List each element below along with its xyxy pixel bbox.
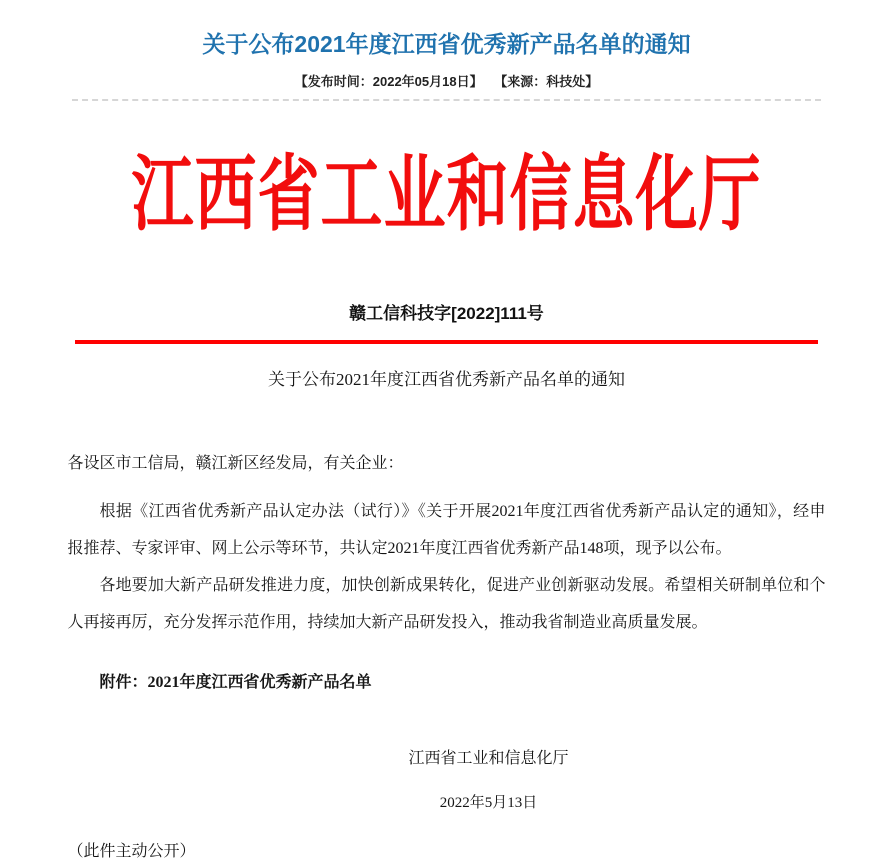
page-title: 关于公布2021年度江西省优秀新产品名单的通知 [202,31,691,57]
document-title: 关于公布2021年度江西省优秀新产品名单的通知 [268,370,625,389]
red-divider-rule [75,340,818,344]
attachment-line[interactable]: 附件：2021年度江西省优秀新产品名单 [99,674,372,691]
body-paragraph-1: 根据《江西省优秀新产品认定办法（试行）》《关于开展2021年度江西省优秀新产品认定的通知》，经申报推荐、专家评审、网上公示等环节，共认定2021年度江西省优秀新产品148项，现予以公布。 [67,503,826,557]
publish-time-label: 【发布时间：2022年05月18日】 [294,74,483,89]
salutation-line: 各设区市工信局，赣江新区经发局，有关企业： [67,455,404,472]
sign-date: 2022年5月13日 [439,795,538,811]
signer-name: 江西省工业和信息化厅 [408,750,569,767]
signature-block [68,747,826,815]
article-header [0,0,893,101]
document-body [68,449,826,863]
article-meta [0,71,893,90]
header-dashed-divider [72,99,821,101]
disclosure-note: （此件主动公开） [67,843,196,860]
source-label: 【来源：科技处】 [494,74,599,89]
document-number: 赣工信科技字[2022]111号 [349,304,544,323]
body-paragraph-2: 各地要加大新产品研发推进力度，加快创新成果转化，促进产业创新驱动发展。希望相关研制单位和个人再接再厉，充分发挥示范作用，持续加大新产品研发投入，推动我省制造业高质量发展。 [67,577,826,631]
letterhead-title: 江西省工业和信息化厅 [131,150,762,242]
document-content [67,150,826,863]
